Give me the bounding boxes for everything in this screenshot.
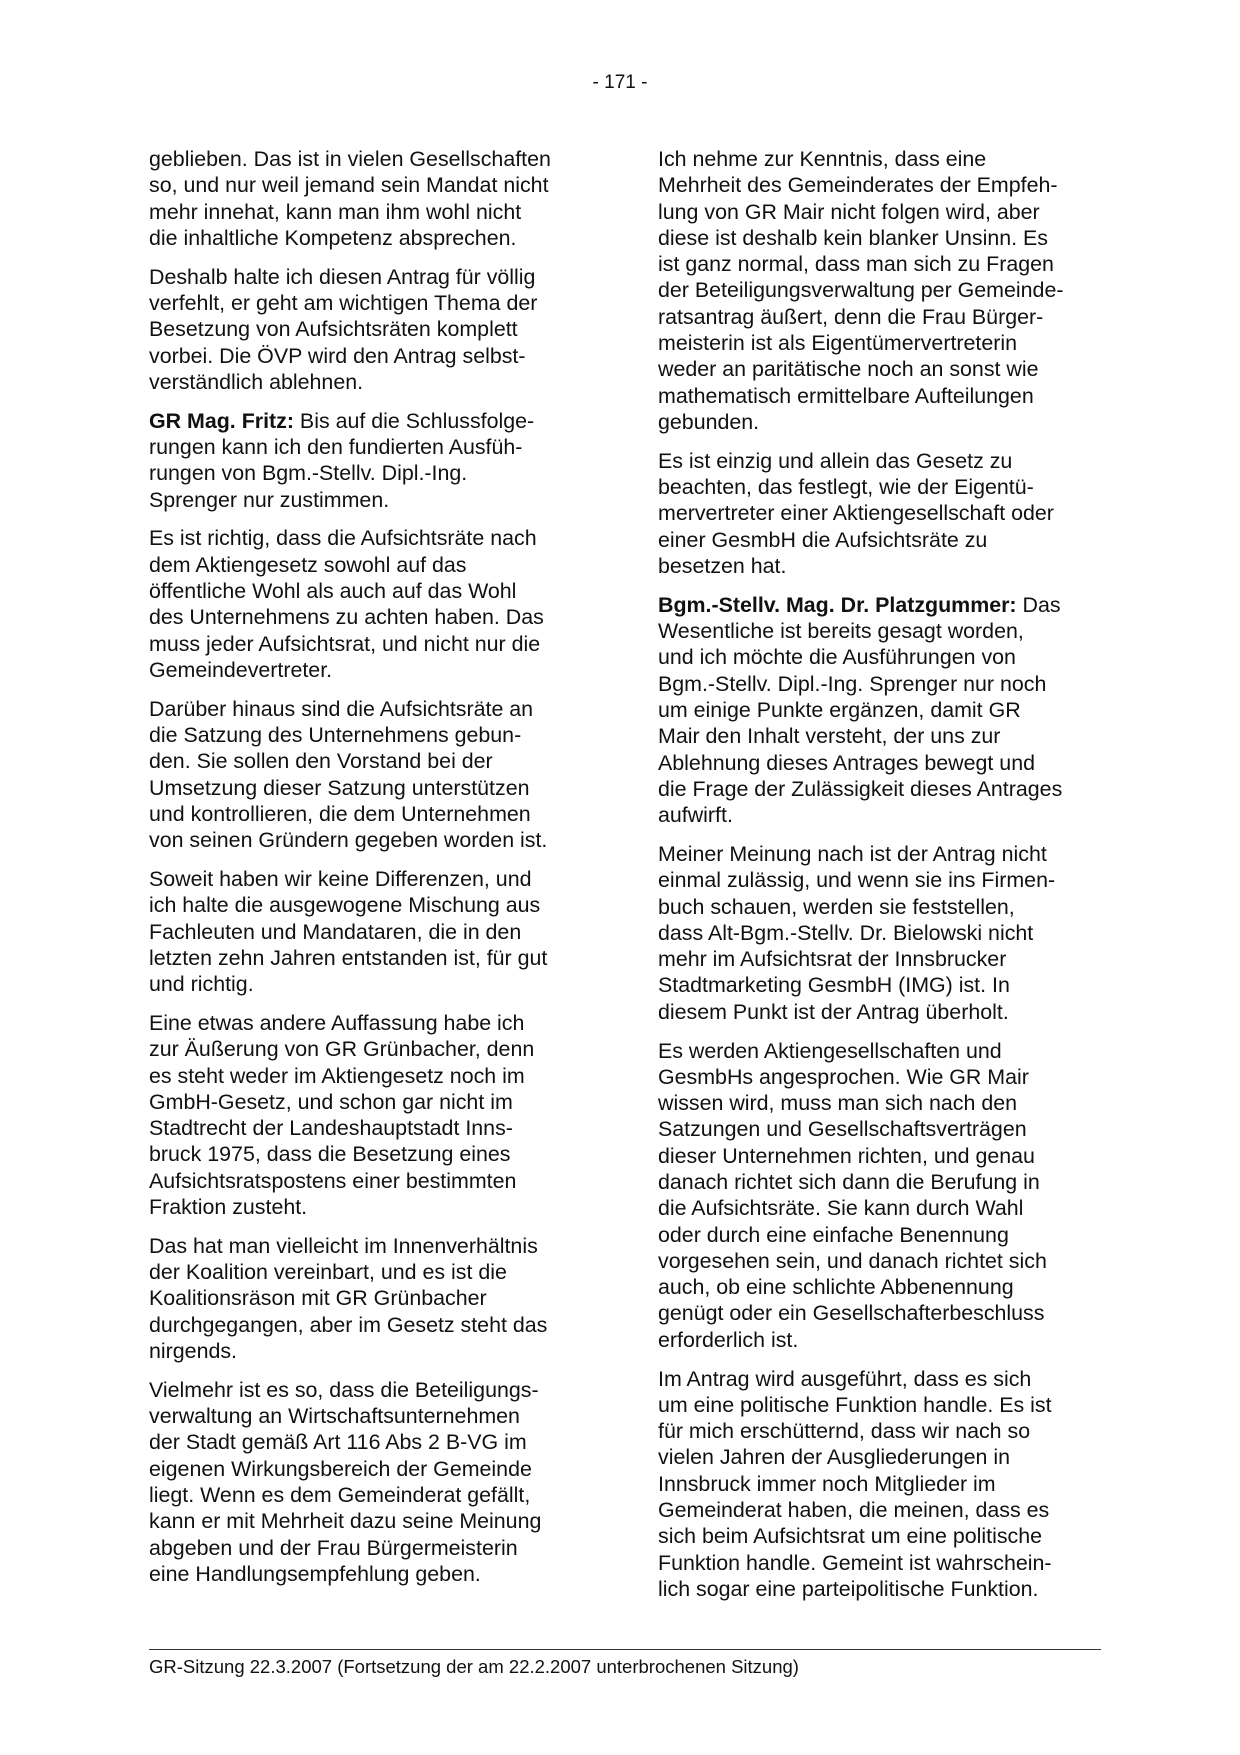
paragraph [658,448,1094,579]
text-line: Stadtrecht der Landeshauptstadt Inns- [149,1116,513,1141]
paragraph [149,696,585,854]
text-line: ist ganz normal, dass man sich zu Fragen [658,252,1054,277]
text-line: dem Aktiengesetz sowohl auf das [149,552,467,577]
text-line: um eine politische Funktion handle. Es ist [658,1392,1052,1417]
text-line: um einige Punkte ergänzen, damit GR [658,697,1021,722]
text-line: Stadtmarketing GesmbH (IMG) ist. In [658,973,1010,998]
text-line: mervertreter einer Aktiengesellschaft oder [658,501,1054,526]
text-line: auch, ob eine schlichte Abbenennung [658,1275,1014,1300]
paragraph [658,841,1094,1025]
text-line: Aufsichtsratspostens einer bestimmten [149,1168,517,1193]
text-line: gebunden. [658,409,760,434]
text-line: öffentliche Wohl als auch auf das Wohl [149,578,517,603]
text-line: Deshalb halte ich diesen Antrag für völlig [149,264,536,289]
text-line: verständlich ablehnen. [149,369,364,394]
text-line: und kontrollieren, die dem Unternehmen [149,801,531,826]
text-line: weder an paritätische noch an sonst wie [658,357,1039,382]
paragraph [658,1038,1094,1354]
text-line: Es ist richtig, dass die Aufsichtsräte nach [149,526,537,551]
text-line: Es ist einzig und allein das Gesetz zu [658,448,1013,473]
text-line: letzten zehn Jahren entstanden ist, für gut [149,945,548,970]
text-line [658,592,1094,618]
text-line: Besetzung von Aufsichtsräten komplett [149,317,518,342]
text-line: vielen Jahren der Ausgliederungen in [658,1445,1011,1470]
text-line: eine Handlungsempfehlung geben. [149,1561,481,1586]
paragraph [149,264,585,395]
text-line: mehr innehat, kann man ihm wohl nicht [149,199,522,224]
text-line: verfehlt, er geht am wichtigen Thema der [149,290,538,315]
text-line: lung von GR Mair nicht folgen wird, aber [658,199,1040,224]
text-line: Koalitionsräson mit GR Grünbacher [149,1286,487,1311]
text-line: Eine etwas andere Auffassung habe ich [149,1010,525,1035]
text-line: Mehrheit des Gemeinderates der Empfeh- [658,173,1058,198]
text-line: Ich nehme zur Kenntnis, dass eine [658,147,987,171]
paragraph [149,1233,585,1364]
paragraph [658,146,1094,435]
text-line: rungen kann ich den fundierten Ausfüh- [149,434,523,459]
speaker-text: Bis auf die Schlussfolge- [293,408,535,433]
text-line: vorbei. Die ÖVP wird den Antrag selbst- [149,343,526,368]
text-line: oder durch eine einfache Benennung [658,1222,1009,1247]
text-line: erforderlich ist. [658,1327,799,1352]
text-line: Gemeindevertreter. [149,657,333,682]
text-line: Es werden Aktiengesellschaften und [658,1038,1002,1063]
text-line: der Stadt gemäß Art 116 Abs 2 B-VG im [149,1430,527,1455]
text-line: lich sogar eine parteipolitische Funktion. [658,1576,1039,1601]
text-line: die Satzung des Unternehmens gebun- [149,722,522,747]
text-line: ich halte die ausgewogene Mischung aus [149,893,541,918]
text-line: genügt oder ein Gesellschafterbeschluss [658,1301,1045,1326]
page-number: - 171 - [592,72,648,93]
text-line: danach richtet sich dann die Berufung in [658,1169,1040,1194]
text-line: buch schauen, werden sie feststellen, [658,894,1015,919]
speaker-text: Das [1016,592,1061,617]
text-line: liegt. Wenn es dem Gemeinderat gefällt, [149,1482,531,1507]
text-line: sich beim Aufsichtsrat um eine politische [658,1524,1043,1549]
text-line [149,408,585,434]
text-line: ratsantrag äußert, denn die Frau Bürger- [658,304,1044,329]
text-line: es steht weder im Aktiengesetz noch im [149,1063,525,1088]
text-line: beachten, das festlegt, wie der Eigentü- [658,475,1034,500]
text-line: Gemeinderat haben, die meinen, dass es [658,1498,1050,1523]
text-line: Funktion handle. Gemeint ist wahrschein- [658,1550,1052,1575]
text-line: der Koalition vereinbart, und es ist die [149,1260,507,1285]
text-line: Soweit haben wir keine Differenzen, und [149,866,532,891]
text-line: abgeben und der Frau Bürgermeisterin [149,1535,518,1560]
text-line: Im Antrag wird ausgeführt, dass es sich [658,1366,1032,1391]
text-line: rungen von Bgm.-Stellv. Dipl.-Ing. [149,461,468,486]
text-line: so, und nur weil jemand sein Mandat nicht [149,173,549,198]
text-line: Darüber hinaus sind die Aufsichtsräte an [149,696,534,721]
text-line: aufwirft. [658,803,733,828]
paragraph [149,146,585,251]
speaker-name: Bgm.-Stellv. Mag. Dr. Platzgummer: [658,592,1017,617]
text-line: meisterin ist als Eigentümervertreterin [658,331,1018,356]
footer-divider [149,1649,1101,1650]
text-line: vorgesehen sein, und danach richtet sich [658,1248,1047,1273]
text-line: wissen wird, muss man sich nach den [658,1091,1018,1116]
text-line: eigenen Wirkungsbereich der Gemeinde [149,1456,532,1481]
text-line: der Beteiligungsverwaltung per Gemeinde- [658,278,1064,303]
paragraph [658,1366,1094,1603]
text-line: muss jeder Aufsichtsrat, und nicht nur die [149,631,541,656]
text-line: und ich möchte die Ausführungen von [658,645,1016,670]
paragraph [149,1010,585,1220]
text-line: Mair den Inhalt versteht, der uns zur [658,724,1001,749]
text-line: Meiner Meinung nach ist der Antrag nicht [658,841,1047,866]
text-line: Ablehnung dieses Antrages bewegt und [658,750,1035,775]
speaker-name: GR Mag. Fritz: [149,408,294,433]
page-footer: GR-Sitzung 22.3.2007 (Fortsetzung der am 22.2.2007 unterbrochenen Sitzung) [149,1656,799,1677]
text-line: GesmbHs angesprochen. Wie GR Mair [658,1064,1029,1089]
text-line: Wesentliche ist bereits gesagt worden, [658,619,1024,644]
text-line: GmbH-Gesetz, und schon gar nicht im [149,1089,513,1114]
text-line: Umsetzung dieser Satzung unterstützen [149,775,530,800]
left-column [149,146,585,1600]
paragraph [149,525,585,683]
text-line: zur Äußerung von GR Grünbacher, denn [149,1037,535,1062]
text-line: die Aufsichtsräte. Sie kann durch Wahl [658,1196,1024,1221]
right-column [658,146,1094,1615]
text-line: die inhaltliche Kompetenz absprechen. [149,225,517,250]
text-line: für mich erschütternd, dass wir nach so [658,1419,1031,1444]
text-line: von seinen Gründern gegeben worden ist. [149,828,548,853]
text-line: mathematisch ermittelbare Aufteilungen [658,383,1034,408]
text-line: Satzungen und Gesellschaftsverträgen [658,1117,1027,1142]
text-line: bruck 1975, dass die Besetzung eines [149,1142,511,1167]
text-line: dass Alt-Bgm.-Stellv. Dr. Bielowski nicht [658,920,1034,945]
text-line: einer GesmbH die Aufsichtsräte zu [658,527,988,552]
text-line: Das hat man vielleicht im Innenverhältnis [149,1233,538,1258]
paragraph [149,1377,585,1587]
text-line: des Unternehmens zu achten haben. Das [149,605,544,630]
text-line: die Frage der Zulässigkeit dieses Antrages [658,776,1063,801]
text-line: diesem Punkt ist der Antrag überholt. [658,999,1009,1024]
paragraph [149,408,585,513]
text-line: mehr im Aufsichtsrat der Innsbrucker [658,947,1007,972]
text-line: Sprenger nur zustimmen. [149,487,390,512]
text-line: diese ist deshalb kein blanker Unsinn. Es [658,225,1049,250]
text-line: einmal zulässig, und wenn sie ins Firmen- [658,868,1056,893]
text-line: Bgm.-Stellv. Dipl.-Ing. Sprenger nur noch [658,671,1047,696]
paragraph [149,866,585,997]
text-line: Fachleuten und Mandataren, die in den [149,919,522,944]
text-line: Fraktion zusteht. [149,1194,308,1219]
text-line: Vielmehr ist es so, dass die Beteiligungs- [149,1377,539,1402]
text-line: und richtig. [149,972,254,997]
text-line: geblieben. Das ist in vielen Gesellschaften [149,147,551,171]
text-line: Innsbruck immer noch Mitglieder im [658,1471,996,1496]
text-line: kann er mit Mehrheit dazu seine Meinung [149,1509,542,1534]
paragraph [658,592,1094,829]
text-line: den. Sie sollen den Vorstand bei der [149,749,493,774]
text-line: durchgegangen, aber im Gesetz steht das [149,1312,548,1337]
text-line: besetzen hat. [658,553,787,578]
text-line: verwaltung an Wirtschaftsunternehmen [149,1404,520,1429]
text-line: dieser Unternehmen richten, und genau [658,1143,1035,1168]
text-line: nirgends. [149,1338,237,1363]
